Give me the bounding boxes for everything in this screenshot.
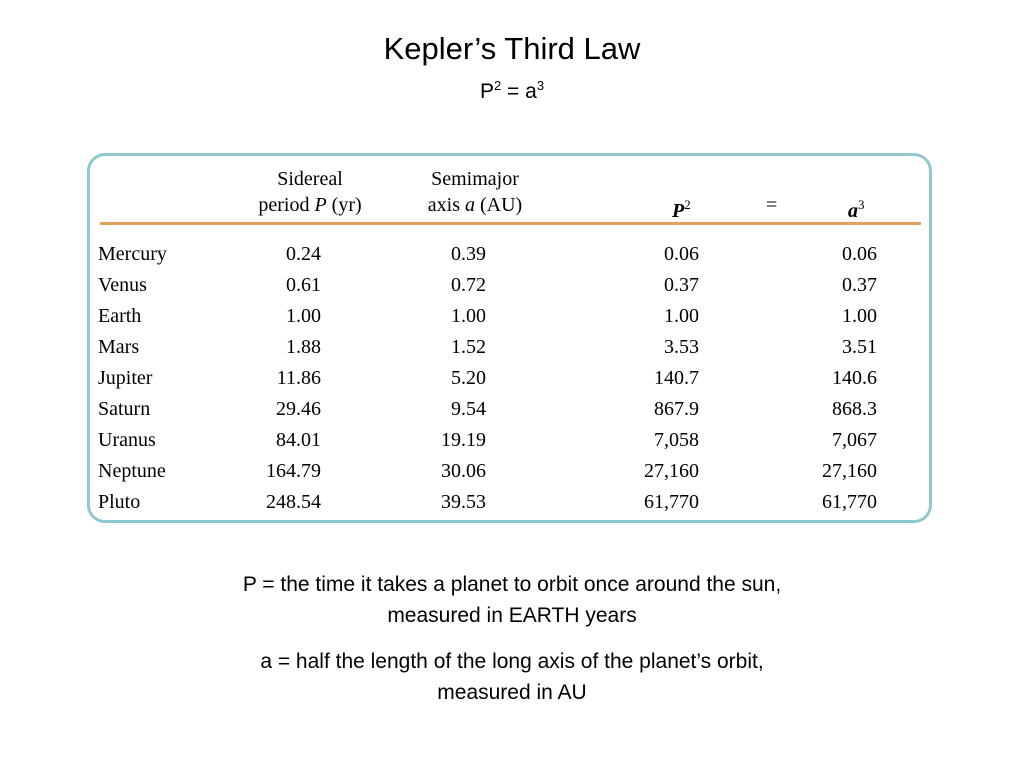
p-squared-value: 0.37: [664, 274, 699, 296]
header-p2-exp: 2: [684, 197, 691, 212]
definition-a-line2: measured in AU: [437, 681, 587, 704]
planet-name: Pluto: [98, 491, 141, 513]
a-cubed-value: 140.6: [832, 367, 877, 389]
formula-a: a: [525, 80, 537, 103]
planet-name: Earth: [98, 305, 142, 327]
header-sidereal-line2: [230, 192, 390, 218]
header-a3-exp: 3: [858, 197, 865, 212]
sidereal-period-value: 164.79: [266, 460, 321, 482]
header-period-text: period: [258, 194, 315, 216]
sidereal-period-value: 11.86: [276, 367, 321, 389]
sidereal-period-value: 0.24: [286, 243, 321, 265]
header-divider: [100, 222, 921, 225]
definition-a-line1: a = half the length of the long axis of the planet’s orbit,: [260, 650, 764, 673]
semimajor-axis-value: 0.39: [451, 243, 486, 265]
planet-name: Mercury: [98, 243, 167, 265]
kepler-formula: [0, 72, 1024, 106]
header-semimajor-line2: [395, 192, 555, 218]
a-cubed-value: 0.06: [842, 243, 877, 265]
a-cubed-value: 1.00: [842, 305, 877, 327]
formula-equals: =: [501, 80, 526, 103]
header-period-var: P: [314, 194, 327, 216]
table-row: [90, 456, 929, 486]
formula-p-exponent: 2: [493, 78, 502, 93]
header-a-cubed: [848, 192, 865, 224]
header-axis-text: axis: [427, 194, 465, 216]
semimajor-axis-value: 30.06: [441, 460, 486, 482]
header-sidereal-period: [230, 166, 390, 218]
p-squared-value: 61,770: [644, 491, 699, 513]
page-title: Kepler’s Third Law: [383, 31, 641, 66]
header-semimajor-line1: Semimajor: [431, 168, 519, 190]
table-row: [90, 270, 929, 300]
sidereal-period-value: 0.61: [286, 274, 321, 296]
sidereal-period-value: 84.01: [276, 429, 321, 451]
sidereal-period-value: 248.54: [266, 491, 321, 513]
a-cubed-value: 0.37: [842, 274, 877, 296]
semimajor-axis-value: 5.20: [451, 367, 486, 389]
planet-name: Jupiter: [98, 367, 153, 389]
planet-name: Venus: [98, 274, 147, 296]
a-cubed-value: 7,067: [832, 429, 877, 451]
p-squared-value: 1.00: [664, 305, 699, 327]
header-axis-var: a: [465, 194, 475, 216]
semimajor-axis-value: 1.00: [451, 305, 486, 327]
sidereal-period-value: 1.00: [286, 305, 321, 327]
definition-p-line1: P = the time it takes a planet to orbit once around the sun,: [242, 573, 782, 596]
p-squared-value: 3.53: [664, 336, 699, 358]
planet-name: Saturn: [98, 398, 151, 420]
planet-name: Neptune: [98, 460, 166, 482]
p-squared-value: 27,160: [644, 460, 699, 482]
a-cubed-value: 27,160: [822, 460, 877, 482]
header-sidereal-line1: Sidereal: [277, 168, 343, 190]
table-row: [90, 394, 929, 424]
semimajor-axis-value: 19.19: [441, 429, 486, 451]
table-row: [90, 425, 929, 455]
table-row: [90, 363, 929, 393]
semimajor-axis-value: 9.54: [451, 398, 486, 420]
p-squared-value: 0.06: [664, 243, 699, 265]
p-squared-value: 867.9: [654, 398, 699, 420]
sidereal-period-value: 1.88: [286, 336, 321, 358]
formula-p: P: [479, 80, 494, 103]
semimajor-axis-value: 39.53: [441, 491, 486, 513]
formula-a-exponent: 3: [536, 78, 545, 93]
planet-data-table: [87, 153, 932, 523]
a-cubed-value: 3.51: [842, 336, 877, 358]
header-p2-var: P: [672, 200, 685, 222]
table-row: [90, 301, 929, 331]
table-row: [90, 332, 929, 362]
semimajor-axis-value: 0.72: [451, 274, 486, 296]
header-p-squared: [672, 192, 691, 224]
table-row: [90, 487, 929, 517]
a-cubed-value: 61,770: [822, 491, 877, 513]
header-period-unit: (yr): [326, 194, 362, 216]
a-cubed-value: 868.3: [832, 398, 877, 420]
semimajor-axis-value: 1.52: [451, 336, 486, 358]
planet-name: Uranus: [98, 429, 156, 451]
p-squared-value: 140.7: [654, 367, 699, 389]
header-a3-var: a: [848, 200, 858, 222]
header-equals: =: [766, 194, 778, 216]
sidereal-period-value: 29.46: [276, 398, 321, 420]
definition-p-line2: measured in EARTH years: [387, 604, 637, 627]
planet-name: Mars: [98, 336, 140, 358]
p-squared-value: 7,058: [654, 429, 699, 451]
header-axis-unit: (AU): [475, 194, 523, 216]
header-semimajor-axis: [395, 166, 555, 218]
table-row: [90, 239, 929, 269]
